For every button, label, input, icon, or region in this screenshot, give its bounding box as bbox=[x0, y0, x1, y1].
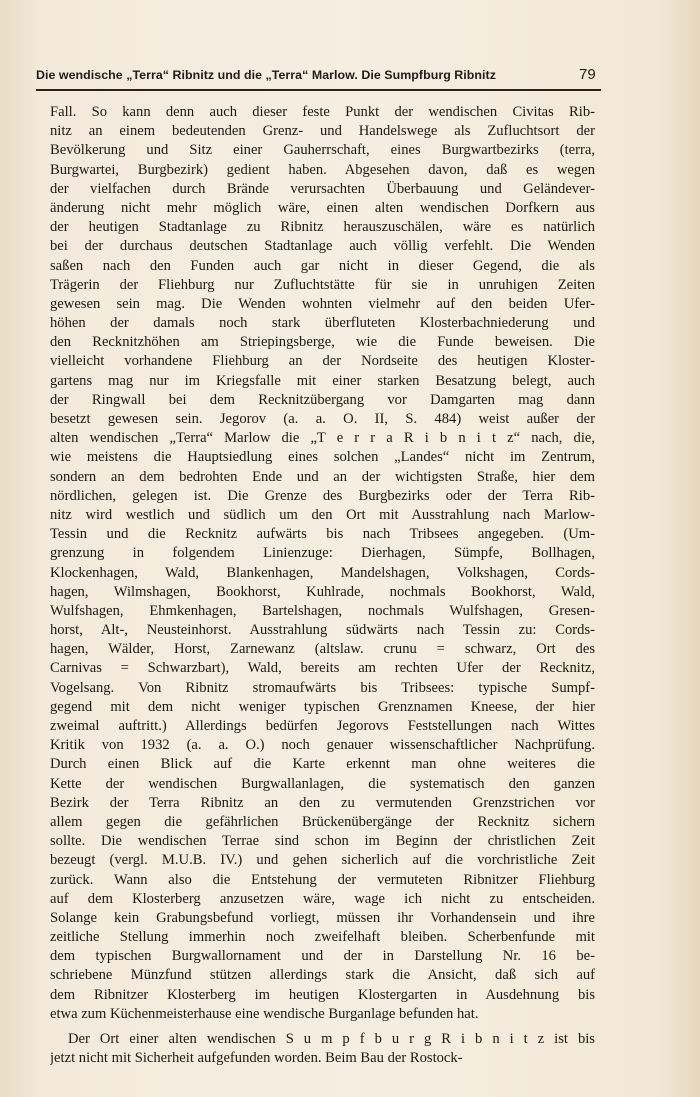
text-line: dem typischen Burgwallornament und der in Darstellung Nr. 16 be- bbox=[50, 948, 595, 965]
text-line: jetzt nicht mit Sicherheit aufgefunden worden. Beim Bau der Rostock- bbox=[50, 1050, 463, 1067]
text-line: Klockenhagen, Wald, Blankenhagen, Mandelshagen, Volkshagen, Cords- bbox=[50, 564, 595, 581]
text-line: Der Ort einer alten wendischen S u m p f b u r g R i b n i t z ist bis bbox=[68, 1031, 595, 1047]
text-line: Trägerin der Fliehburg nur Zufluchtstätte für sie in unruhigen Zeiten bbox=[50, 276, 595, 293]
text-line: sondern an dem bedrohten Ende und an der wichtigsten Straße, hier dem bbox=[50, 468, 595, 485]
text-line: den Recknitzhöhen am Striepingsberge, wie die Funde beweisen. Die bbox=[50, 334, 595, 351]
text-line: der vielfachen durch Brände verursachten Überbauung und Geländever- bbox=[50, 180, 595, 197]
text-line: Solange kein Grabungsbefund vorliegt, müssen ihr Vorhandensein und ihre bbox=[50, 909, 595, 926]
text-line: zweimal auftritt.) Allerdings bedürfen Jegorovs Feststellungen nach Wittes bbox=[50, 718, 595, 734]
body-text bbox=[50, 103, 595, 1068]
running-head-title: Die wendische „Terra“ Ribnitz und die „Terra“ Marlow. Die Sumpfburg Ribnitz bbox=[36, 68, 496, 82]
text-line: Kette der wendischen Burgwallanlagen, die systematisch den ganzen bbox=[50, 775, 595, 792]
text-line: zurück. Wann also die Entstehung der vermuteten Ribnitzer Fliehburg bbox=[50, 871, 595, 888]
page-number: 79 bbox=[579, 66, 596, 83]
text-line: Kritik von 1932 (a. a. O.) noch genauer wissenschaftlicher Nachprüfung. bbox=[50, 737, 595, 754]
text-line: allem gegen die gefährlichen Brückenübergänge der Recknitz sichern bbox=[50, 813, 595, 830]
text-line: vielleicht vorhandene Fliehburg an der Nordseite des heutigen Kloster- bbox=[50, 353, 595, 370]
text-line: grenzung in folgendem Linienzuge: Dierhagen, Sümpfe, Bollhagen, bbox=[50, 545, 595, 562]
text-line: nitz an einem bedeutenden Grenz- und Handelswege als Zufluchtsort der bbox=[50, 123, 595, 140]
text-line: Durch einen Blick auf die Karte erkennt man ohne weiteres die bbox=[50, 756, 595, 773]
text-line: hagen, Wälder, Horst, Zarnewanz (altslaw. crunu = schwarz, Ort des bbox=[50, 641, 595, 658]
text-line: besetzt gewesen sein. Jegorov (a. a. O. II, S. 484) weist außer der bbox=[50, 411, 595, 427]
text-line: Burgwartei, Burgbezirk) gedient haben. Abgesehen davon, daß es wegen bbox=[50, 161, 595, 178]
text-line: Bevölkerung und Sitz einer Gauherrschaft, eines Burgwartbezirks (terra, bbox=[50, 142, 595, 159]
text-line: der Ringwall bei dem Recknitzübergang vor Damgarten mag dann bbox=[50, 391, 595, 408]
text-line: Tessin und die Recknitz aufwärts bis nach Tribsees angegeben. (Um- bbox=[50, 526, 595, 543]
text-line: gewesen sein mag. Die Wenden wohnten vielmehr auf den beiden Ufer- bbox=[50, 295, 595, 312]
text-line: wie meistens die Hauptsiedlung eines solchen „Landes“ nicht im Zentrum, bbox=[50, 449, 595, 466]
paragraph-2 bbox=[50, 1030, 595, 1068]
text-line: gegend mit dem nicht weniger typischen Grenznamen Kneese, der hier bbox=[50, 698, 595, 715]
text-line: schriebene Münzfund stützen allerdings stark die Ansicht, daß sich auf bbox=[50, 967, 595, 984]
text-line: höhen der damals noch stark überfluteten Klosterbachniederung und bbox=[50, 315, 595, 332]
paragraph-1 bbox=[50, 103, 595, 1024]
text-line: bei der durchaus deutschen Stadtanlage auch völlig verfehlt. Die Wenden bbox=[50, 238, 595, 255]
text-line: sollte. Die wendischen Terrae sind schon im Beginn der christlichen Zeit bbox=[50, 833, 595, 850]
text-line: nitz wird westlich und südlich um den Ort mit Ausstrahlung nach Marlow- bbox=[50, 506, 595, 523]
text-line: horst, Alt-, Neusteinhorst. Ausstrahlung südwärts nach Tessin zu: Cords- bbox=[50, 622, 595, 639]
text-line: Carnivas = Schwarzbart), Wald, bereits am rechten Ufer der Recknitz, bbox=[50, 660, 595, 677]
text-line: zeitliche Stellung immerhin noch zweifelhaft bleiben. Scherbenfunde mit bbox=[50, 929, 595, 946]
text-line: bezeugt (vergl. M.U.B. IV.) und gehen sicherlich auf die vorchristliche Zeit bbox=[50, 852, 595, 869]
text-line: dem Ribnitzer Klosterberg im heutigen Klostergarten in Ausdehnung bis bbox=[50, 986, 595, 1003]
text-line: etwa zum Küchenmeisterhause eine wendische Burganlage befunden hat. bbox=[50, 1005, 479, 1022]
text-line: Bezirk der Terra Ribnitz an den zu vermutenden Grenzstrichen vor bbox=[50, 794, 595, 811]
header-rule bbox=[36, 89, 601, 91]
text-line: Wulfshagen, Ehmkenhagen, Bartelshagen, nochmals Wulfshagen, Gresen- bbox=[50, 602, 595, 619]
text-line: der heutigen Stadtanlage zu Ribnitz herauszuschälen, wäre es natürlich bbox=[50, 219, 595, 236]
text-line: Fall. So kann denn auch dieser feste Punkt der wendischen Civitas Rib- bbox=[50, 104, 595, 120]
text-line: saßen nach den Funden auch gar nicht in dieser Gegend, die als bbox=[50, 257, 595, 274]
text-line: alten wendischen „Terra“ Marlow die „T e r r a R i b n i t z“ nach, die, bbox=[50, 430, 595, 447]
text-line: hagen, Wilmshagen, Bookhorst, Kuhlrade, nochmals Bookhorst, Wald, bbox=[50, 583, 595, 600]
text-line: Vogelsang. Von Ribnitz stromaufwärts bis Tribsees: typische Sumpf- bbox=[50, 679, 595, 696]
text-line: änderung nicht mehr möglich wäre, einen alten wendischen Dorfkern aus bbox=[50, 199, 595, 216]
text-line: nördlichen, gelegen ist. Die Grenze des Burgbezirks oder der Terra Rib- bbox=[50, 487, 595, 504]
text-line: gartens mag nur im Kriegsfalle mit einer starken Besatzung belegt, auch bbox=[50, 372, 595, 389]
text-line: auf dem Klosterberg anzusetzen wäre, wage ich nicht zu entscheiden. bbox=[50, 890, 595, 907]
